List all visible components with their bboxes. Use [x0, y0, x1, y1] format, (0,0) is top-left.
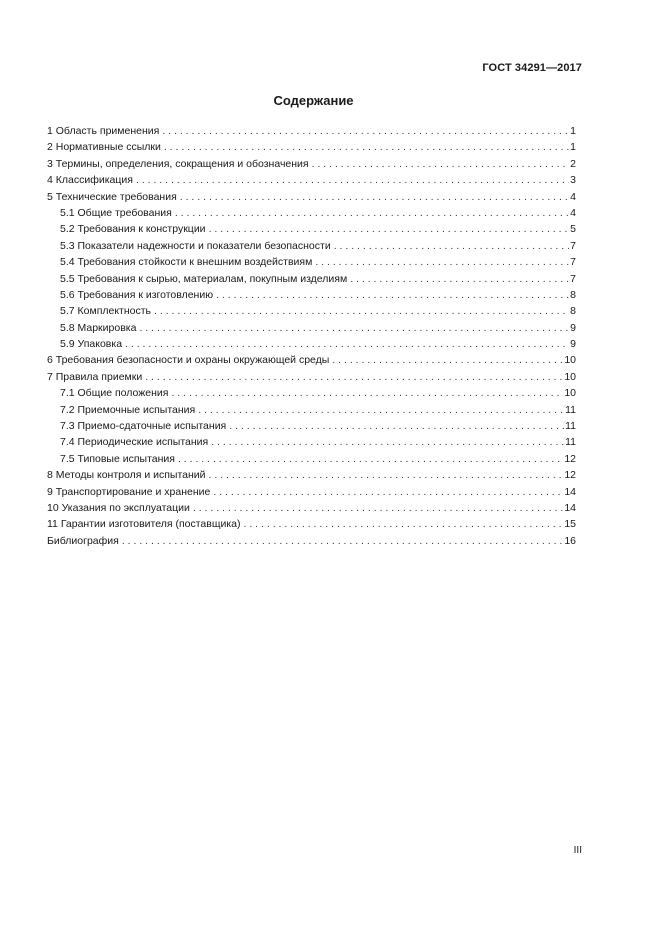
toc-dot-leader — [175, 205, 569, 221]
toc-entry[interactable] — [47, 484, 576, 500]
toc-entry[interactable] — [47, 205, 576, 221]
toc-dot-leader — [229, 418, 564, 434]
toc-entry-label: 5.7 Комплектность — [60, 305, 152, 318]
toc-entry-label: 7.3 Приемо-сдаточные испытания — [60, 420, 227, 433]
toc-dot-leader — [154, 303, 569, 319]
toc-dot-leader — [209, 221, 570, 237]
toc-entry-page: 7 — [570, 272, 576, 285]
toc-entry-label: 4 Классификация — [47, 174, 133, 187]
toc-entry[interactable] — [47, 139, 576, 155]
toc-entry-label: Библиография — [47, 534, 119, 547]
toc-entry-page: 10 — [564, 370, 576, 383]
toc-dot-leader — [180, 189, 569, 205]
toc-entry[interactable] — [47, 320, 576, 336]
toc-entry-page: 3 — [570, 174, 576, 187]
toc-dot-leader — [139, 320, 569, 336]
toc-entry-page: 2 — [570, 157, 576, 170]
toc-entry-label: 10 Указания по эксплуатации — [47, 501, 190, 514]
toc-entry-label: 5.4 Требования стойкости к внешним воздействиям — [60, 256, 313, 269]
toc-entry-page: 14 — [564, 501, 576, 514]
toc-entry-page: 14 — [564, 485, 576, 498]
toc-dot-leader — [136, 172, 569, 188]
toc-entry[interactable] — [47, 189, 576, 205]
toc-entry[interactable] — [47, 303, 576, 319]
toc-entry[interactable] — [47, 156, 576, 172]
toc-dot-leader — [178, 451, 563, 467]
toc-dot-leader — [198, 402, 564, 418]
toc-dot-leader — [193, 500, 563, 516]
toc-entry-label: 7 Правила приемки — [47, 370, 143, 383]
toc-entry-label: 5.6 Требования к изготовлению — [60, 288, 214, 301]
toc-entry[interactable] — [47, 221, 576, 237]
document-code: ГОСТ 34291—2017 — [482, 62, 582, 74]
toc-entry-page: 11 — [565, 420, 576, 433]
toc-entry[interactable] — [47, 172, 576, 188]
page-number: III — [573, 845, 582, 856]
toc-entry-page: 15 — [564, 518, 576, 531]
toc-dot-leader — [164, 139, 569, 155]
toc-entry[interactable] — [47, 336, 576, 352]
toc-entry-label: 5.8 Маркировка — [60, 321, 137, 334]
toc-entry-page: 9 — [570, 321, 576, 334]
toc-entry[interactable] — [47, 287, 576, 303]
toc-entry-label: 3 Термины, определения, сокращения и обозначения — [47, 157, 309, 170]
toc-entry[interactable] — [47, 533, 576, 549]
toc-dot-leader — [216, 287, 569, 303]
toc-dot-leader — [171, 385, 563, 401]
toc-entry[interactable] — [47, 500, 576, 516]
toc-dot-leader — [162, 123, 569, 139]
toc-entry[interactable] — [47, 467, 576, 483]
toc-entry[interactable] — [47, 516, 576, 532]
toc-entry[interactable] — [47, 402, 576, 418]
toc-dot-leader — [312, 156, 570, 172]
toc-entry-page: 9 — [570, 338, 576, 351]
toc-entry-label: 5.1 Общие требования — [60, 206, 172, 219]
toc-dot-leader — [122, 533, 563, 549]
toc-entry-label: 5.2 Требования к конструкции — [60, 223, 206, 236]
toc-entry-page: 7 — [570, 256, 576, 269]
toc-dot-leader — [244, 516, 564, 532]
toc-entry-label: 11 Гарантии изготовителя (поставщика) — [47, 518, 241, 531]
toc-entry[interactable] — [47, 434, 576, 450]
toc-entry-page: 11 — [565, 436, 576, 449]
toc-entry-page: 1 — [570, 141, 576, 154]
toc-entry-label: 7.1 Общие положения — [60, 387, 169, 400]
toc-entry-page: 10 — [564, 354, 576, 367]
toc-entry-label: 5.9 Упаковка — [60, 338, 123, 351]
toc-dot-leader — [332, 352, 563, 368]
toc-dot-leader — [334, 238, 569, 254]
table-of-contents — [47, 123, 576, 549]
toc-dot-leader — [315, 254, 569, 270]
toc-entry-label: 1 Область применения — [47, 125, 160, 137]
toc-dot-leader — [211, 434, 564, 450]
toc-entry-page: 16 — [564, 534, 576, 547]
toc-dot-leader — [350, 271, 569, 287]
toc-entry-page: 11 — [565, 403, 576, 416]
toc-entry-label: 6 Требования безопасности и охраны окружающей среды — [47, 354, 330, 367]
toc-entry-label: 8 Методы контроля и испытаний — [47, 469, 206, 482]
toc-dot-leader — [213, 484, 563, 500]
toc-entry-label: 9 Транспортирование и хранение — [47, 485, 211, 498]
toc-entry-page: 1 — [570, 125, 576, 137]
toc-entry-label: 5 Технические требования — [47, 190, 177, 203]
toc-entry[interactable] — [47, 418, 576, 434]
toc-dot-leader — [125, 336, 569, 352]
toc-entry-label: 7.2 Приемочные испытания — [60, 403, 196, 416]
toc-entry-page: 8 — [570, 305, 576, 318]
toc-entry-page: 8 — [570, 288, 576, 301]
toc-entry-label: 5.3 Показатели надежности и показатели безопасности — [60, 239, 331, 252]
toc-entry-page: 12 — [564, 452, 576, 465]
toc-entry[interactable] — [47, 123, 576, 139]
toc-entry-page: 12 — [564, 469, 576, 482]
toc-entry[interactable] — [47, 254, 576, 270]
toc-entry-page: 7 — [570, 239, 576, 252]
toc-entry-label: 2 Нормативные ссылки — [47, 141, 161, 154]
toc-entry-page: 4 — [570, 190, 576, 203]
toc-entry-page: 5 — [570, 223, 576, 236]
toc-entry-page: 10 — [564, 387, 576, 400]
toc-entry[interactable] — [47, 369, 576, 385]
toc-entry[interactable] — [47, 238, 576, 254]
toc-dot-leader — [145, 369, 563, 385]
toc-entry-label: 5.5 Требования к сырью, материалам, покупным изделиям — [60, 272, 348, 285]
toc-entry[interactable] — [47, 385, 576, 401]
toc-entry-label: 7.4 Периодические испытания — [60, 436, 209, 449]
toc-entry[interactable] — [47, 451, 576, 467]
toc-dot-leader — [209, 467, 564, 483]
toc-entry-page: 4 — [570, 206, 576, 219]
toc-title: Содержание — [273, 93, 354, 108]
toc-entry[interactable] — [47, 271, 576, 287]
toc-entry[interactable] — [47, 352, 576, 368]
toc-entry-label: 7.5 Типовые испытания — [60, 452, 175, 465]
